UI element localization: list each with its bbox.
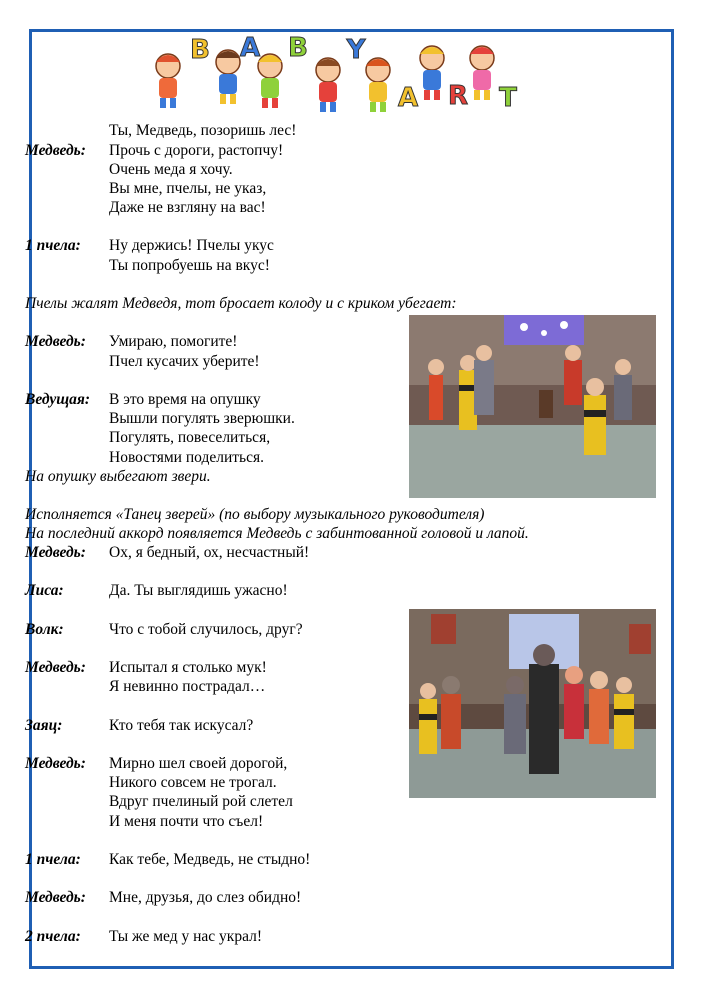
script-line: Вдруг пчелиный рой слетел (109, 793, 293, 810)
script-line: Вышли погулять зверюшки. (109, 410, 295, 427)
speaker-label: Ведущая: (25, 391, 91, 408)
script-line: Да. Ты выглядишь ужасно! (109, 582, 288, 599)
performance-photo (409, 609, 656, 798)
stage-direction: Исполняется «Танец зверей» (по выбору музыкального руководителя) (25, 506, 485, 523)
script-line: Вы мне, пчелы, не указ, (109, 180, 267, 197)
script-line: Ты попробуешь на вкус! (109, 257, 270, 274)
speaker-label: 1 пчела: (25, 237, 81, 254)
speaker-label: Медведь: (25, 889, 86, 906)
script-line: Испытал я столько мук! (109, 659, 267, 676)
script-line: В это время на опушку (109, 391, 261, 408)
script-line: Мирно шел своей дорогой, (109, 755, 288, 772)
svg-text:A: A (397, 83, 419, 112)
speaker-label: Медведь: (25, 333, 86, 350)
script-line: Даже не взгляну на вас! (109, 199, 266, 216)
script-line: Мне, друзья, до слез обидно! (109, 889, 302, 906)
speaker-label: Заяц: (25, 717, 63, 734)
script-line: Погулять, повеселиться, (109, 429, 271, 446)
script-line: Кто тебя так искусал? (109, 717, 254, 734)
svg-text:B: B (288, 34, 308, 63)
script-line: Пчел кусачих уберите! (109, 353, 260, 370)
script-line: Прочь с дороги, растопчу! (109, 142, 284, 159)
script-line: Очень меда я хочу. (109, 161, 233, 178)
script-line: Ох, я бедный, ох, несчастный! (109, 544, 310, 561)
svg-text:T: T (499, 83, 517, 112)
script-line: Умираю, помогите! (109, 333, 238, 350)
script-line: Что с тобой случилось, друг? (109, 621, 303, 638)
script-line: Я невинно пострадал… (109, 678, 266, 695)
svg-text:B: B (190, 35, 210, 65)
svg-text:R: R (447, 81, 469, 111)
script-line: Новостями поделиться. (109, 449, 264, 466)
performance-photo (409, 315, 656, 498)
script-line: Ты, Медведь, позоришь лес! (109, 122, 297, 139)
speaker-label: 1 пчела: (25, 851, 81, 868)
stage-direction: Пчелы жалят Медведя, тот бросает колоду и с криком убегает: (25, 295, 457, 312)
speaker-label: 2 пчела: (25, 928, 81, 945)
script-line: Как тебе, Медведь, не стыдно! (109, 851, 311, 868)
script-line: Ну держись! Пчелы укус (109, 237, 274, 254)
stage-direction: На последний аккорд появляется Медведь с забинтованной головой и лапой. (25, 525, 529, 542)
speaker-label: Лиса: (25, 582, 64, 599)
speaker-label: Волк: (25, 621, 64, 638)
script-line: Никого совсем не трогал. (109, 774, 277, 791)
script-line: И меня почти что съел! (109, 813, 264, 830)
stage-direction: На опушку выбегают звери. (25, 468, 211, 485)
speaker-label: Медведь: (25, 142, 86, 159)
speaker-label: Медведь: (25, 544, 86, 561)
baby-art-logo (150, 34, 530, 112)
script-line: Ты же мед у нас украл! (109, 928, 262, 945)
speaker-label: Медведь: (25, 755, 86, 772)
speaker-label: Медведь: (25, 659, 86, 676)
svg-text:Y: Y (346, 35, 366, 65)
svg-text:A: A (239, 34, 261, 63)
